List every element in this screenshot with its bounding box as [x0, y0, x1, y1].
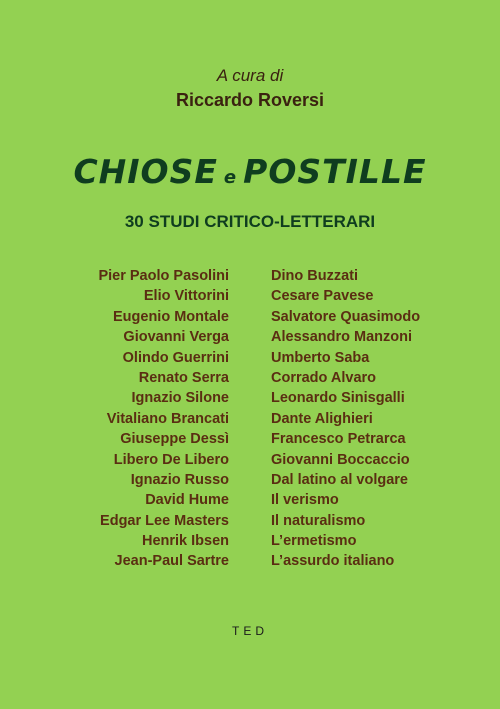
list-item: Renato Serra: [138, 369, 229, 386]
list-item: Alessandro Manzoni: [271, 329, 412, 346]
list-item: Umberto Saba: [271, 349, 370, 366]
list-item: Ignazio Russo: [130, 471, 229, 488]
list-item: L’assurdo italiano: [271, 553, 395, 570]
list-item: Salvatore Quasimodo: [271, 308, 421, 325]
list-item: Olindo Guerrini: [122, 349, 229, 366]
list-item: Il naturalismo: [271, 512, 366, 529]
list-item: Ignazio Silone: [131, 390, 229, 407]
list-item: Henrik Ibsen: [141, 533, 229, 550]
list-item: Dal latino al volgare: [271, 471, 408, 488]
list-item: Giovanni Boccaccio: [271, 451, 410, 468]
title-connector: e: [223, 167, 238, 188]
list-item: Cesare Pavese: [271, 288, 374, 305]
author-list-right: [271, 266, 420, 572]
list-item: Corrado Alvaro: [271, 369, 377, 386]
list-item: Jean-Paul Sartre: [114, 553, 229, 570]
list-item: L’ermetismo: [271, 533, 357, 550]
list-item: Vitaliano Brancati: [106, 410, 229, 427]
curator-name: Riccardo Roversi: [175, 90, 325, 110]
list-item: Pier Paolo Pasolini: [98, 268, 229, 284]
list-item: Leonardo Sinisgalli: [271, 390, 405, 407]
list-item: Francesco Petrarca: [271, 431, 406, 448]
title-part-1: CHIOSE: [73, 152, 218, 191]
list-item: Giuseppe Dessì: [120, 431, 229, 448]
list-item: Elio Vittorini: [143, 288, 229, 305]
author-list-left: [98, 266, 229, 572]
list-item: Eugenio Montale: [113, 308, 229, 325]
list-item: Edgar Lee Masters: [100, 512, 229, 529]
list-item: Libero De Libero: [113, 451, 229, 468]
list-item: Giovanni Verga: [123, 329, 229, 346]
title-part-2: POSTILLE: [243, 152, 427, 191]
list-item: Dante Alighieri: [271, 410, 373, 427]
list-item: David Hume: [145, 492, 229, 509]
book-title: [0, 152, 500, 191]
curator-label: A cura di: [216, 66, 284, 85]
list-item: Il verismo: [271, 492, 339, 509]
list-item: Dino Buzzati: [271, 268, 358, 284]
book-subtitle: 30 STUDI CRITICO-LETTERARI: [124, 212, 376, 231]
publisher-name: TED: [232, 624, 268, 638]
